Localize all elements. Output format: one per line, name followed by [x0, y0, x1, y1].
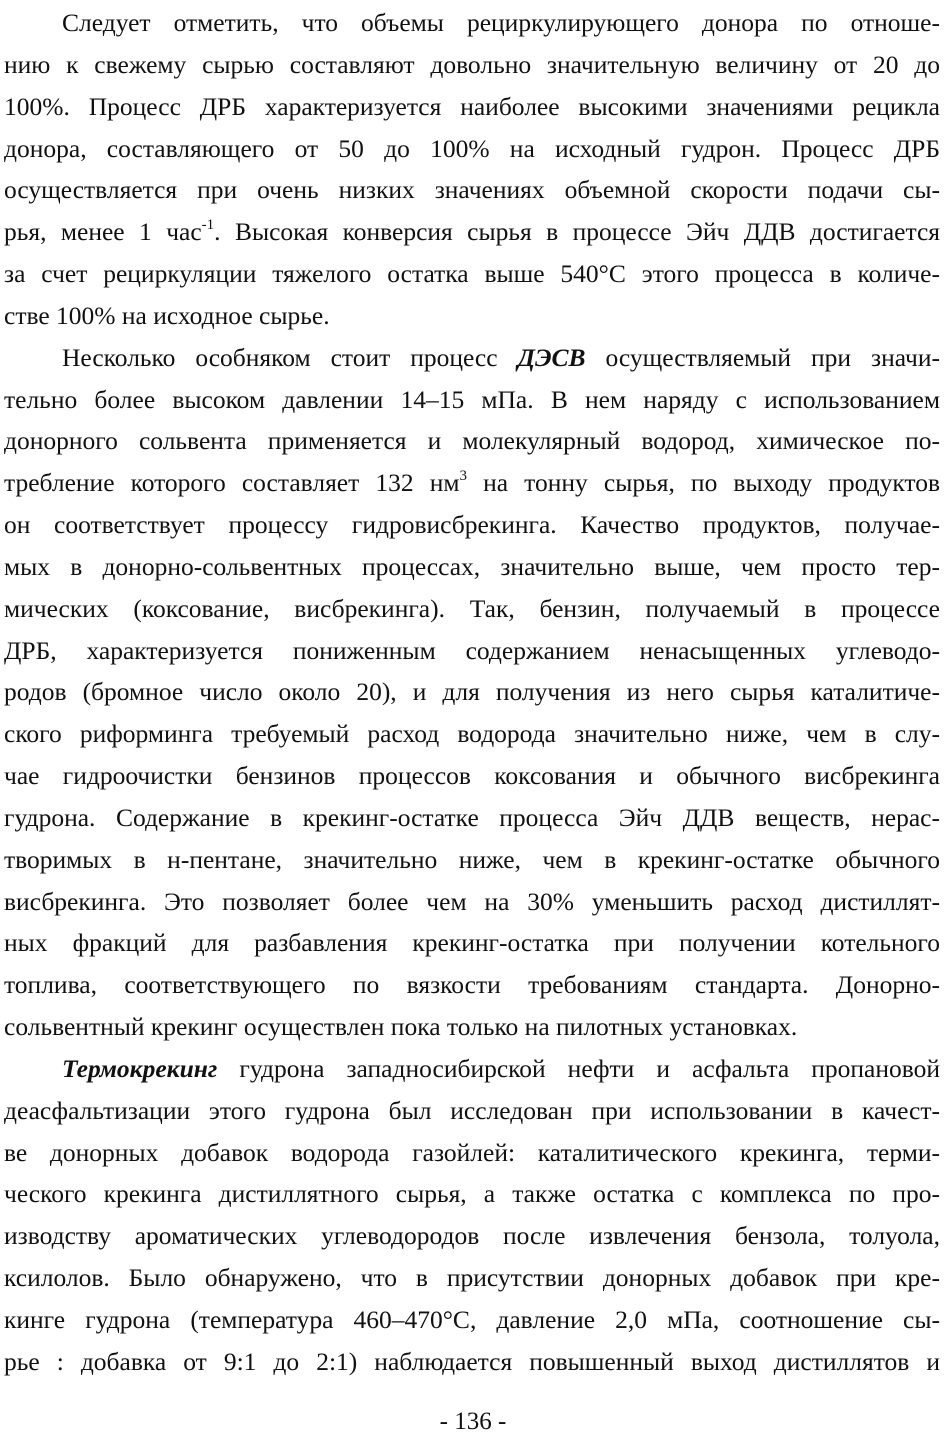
text-line: творимых в н-пентане, значительно ниже, чем в крекинг-остатке обычного: [4, 845, 940, 874]
superscript: -1: [201, 217, 215, 233]
text-line: он соответствует процессу гидровисбрекинга. Качество продуктов, получае-: [4, 510, 940, 539]
text-line: мых в донорно-сольвентных процессах, значительно выше, чем просто тер-: [4, 552, 940, 581]
text-line: кинге гудрона (температура 460–470°С, давление 2,0 мПа, соотношение сы-: [4, 1305, 940, 1334]
process-name-emphasis: ДЭСВ: [517, 343, 586, 372]
text-line: Следует отметить, что объемы рециркулирующего донора по отноше-: [62, 8, 940, 37]
text-line: ве донорных добавок водорода газойлей: каталитического крекинга, терми-: [4, 1138, 940, 1167]
text-line: гудрона. Содержание в крекинг-остатке процесса Эйч ДДВ веществ, нерас-: [4, 803, 940, 832]
text-line: Термокрекинг гудрона западносибирской нефти и асфальта пропановой: [62, 1054, 940, 1083]
text-line: за счет рециркуляции тяжелого остатка выше 540°С этого процесса в количе-: [4, 259, 940, 288]
text-line: топлива, соответствующего по вязкости требованиям стандарта. Донорно-: [4, 970, 940, 999]
text-line: ДРБ, характеризуется пониженным содержанием ненасыщенных углеводо-: [4, 636, 940, 665]
text-line: ческого крекинга дистиллятного сырья, а также остатка с комплекса по про-: [4, 1179, 940, 1208]
text-line: висбрекинга. Это позволяет более чем на 30% уменьшить расход дистиллят-: [4, 887, 940, 916]
text-line: 100%. Процесс ДРБ характеризуется наиболее высокими значениями рецикла: [4, 92, 940, 121]
text-line: рья, менее 1 час$^{-1}$. Высокая конверсия сырья в процессе Эйч ДДВ достигается: [4, 217, 941, 246]
text-line: ных фракций для разбавления крекинг-остатка при получении котельного: [4, 928, 940, 957]
text-line: осуществляется при очень низких значениях объемной скорости подачи сы-: [4, 175, 940, 204]
text-line: тельно более высоком давлении 14–15 мПа. В нем наряду с использованием: [4, 385, 940, 414]
text-line: ского риформинга требуемый расход водорода значительно ниже, чем в слу-: [4, 719, 940, 748]
text-line: чае гидроочистки бензинов процессов коксования и обычного висбрекинга: [4, 761, 940, 790]
text-line: стве 100% на исходное сырье.: [4, 301, 330, 330]
page-number: - 136 -: [439, 1408, 507, 1435]
text-line: рье : добавка от 9:1 до 2:1) наблюдается повышенный выход дистиллятов и: [4, 1347, 940, 1376]
text-line: изводству ароматических углеводородов после извлечения бензола, толуола,: [4, 1221, 940, 1250]
text-line: родов (бромное число около 20), и для получения из него сырья каталитиче-: [4, 677, 940, 706]
text-line: ксилолов. Было обнаружено, что в присутствии донорных добавок при кре-: [4, 1263, 940, 1292]
text-line: требление которого составляет 132 $нм^3$ на тонну сырья, по выходу продуктов: [4, 468, 940, 497]
text-line: донора, составляющего от 50 до 100% на исходный гудрон. Процесс ДРБ: [4, 134, 940, 163]
text-line: донорного сольвента применяется и молекулярный водород, химическое по-: [4, 426, 940, 455]
term-emphasis: Термокрекинг: [62, 1054, 218, 1083]
text-line: Несколько особняком стоит процесс ДЭСВ осуществляемый при значи-: [62, 343, 940, 372]
superscript: 3: [459, 468, 468, 484]
text-line: нию к свежему сырью составляют довольно значительную величину от 20 до: [4, 50, 940, 79]
text-line: мических (коксование, висбрекинга). Так, бензин, получаемый в процессе: [4, 594, 940, 623]
text-line: сольвентный крекинг осуществлен пока только на пилотных установках.: [4, 1012, 798, 1041]
text-line: деасфальтизации этого гудрона был исследован при использовании в качест-: [4, 1096, 940, 1125]
